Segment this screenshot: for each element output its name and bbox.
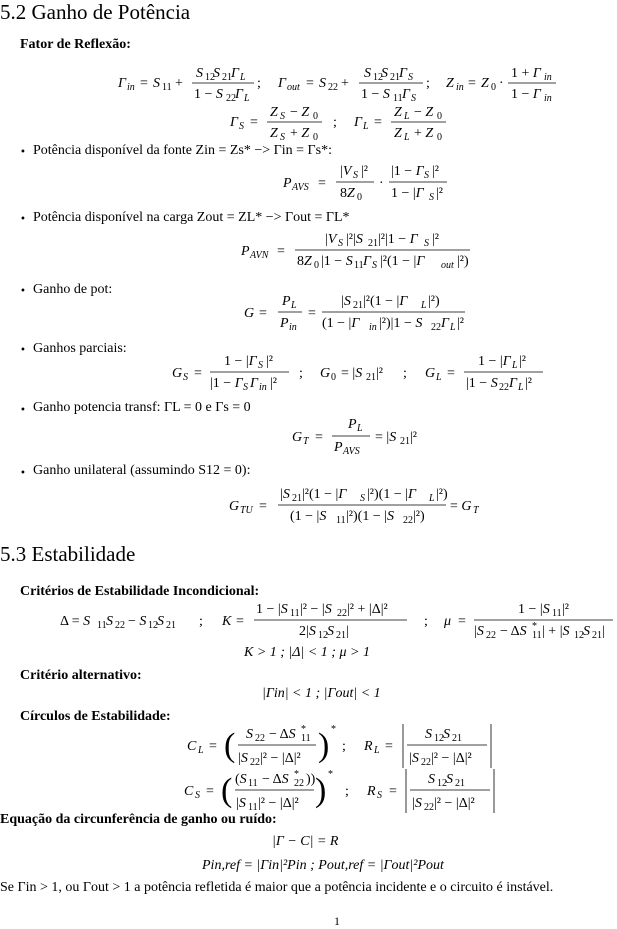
bullet-icon: • [20, 147, 26, 158]
svg-text:11: 11 [290, 608, 300, 619]
svg-text:;: ; [257, 76, 261, 91]
svg-text:L: L [450, 322, 456, 333]
svg-text:21: 21 [390, 72, 400, 83]
bullet-ganho-transf: Ganho potencia transf: ΓL = 0 e Γs = 0 [33, 400, 251, 415]
svg-text:L: L [429, 493, 435, 504]
svg-text:=: = [468, 76, 476, 91]
svg-text:|²)|1 − S: |²)|1 − S [379, 316, 423, 331]
svg-text:|²(1 − |Γ: |²(1 − |Γ [363, 294, 408, 309]
svg-text:=: = [458, 614, 466, 629]
svg-text:|²: |² [432, 164, 439, 179]
svg-text:P: P [280, 316, 289, 331]
svg-text:= |S: = |S [375, 430, 397, 445]
svg-text:Δ = S: Δ = S [60, 614, 91, 629]
eq-gt [0, 413, 617, 463]
svg-text:|S: |S [474, 624, 484, 639]
svg-text:22: 22 [421, 757, 431, 768]
svg-text:= |S: = |S [341, 366, 363, 381]
svg-text:Γ: Γ [250, 376, 258, 391]
svg-text:22: 22 [226, 93, 236, 104]
svg-text:Γ: Γ [231, 66, 239, 81]
circles-heading: Círculos de Estabilidade: [20, 709, 171, 724]
svg-text:*: * [532, 621, 537, 632]
svg-text:Γ: Γ [235, 87, 243, 102]
svg-text:*: * [331, 724, 336, 735]
svg-text:*: * [328, 769, 333, 780]
svg-text:S: S [213, 66, 220, 81]
svg-text:P: P [334, 440, 343, 455]
svg-text:*: * [301, 724, 306, 735]
bullet-ganho-pot: Ganho de pot: [33, 282, 113, 297]
svg-text:S: S [353, 170, 358, 181]
svg-text:=: = [315, 430, 323, 445]
svg-text:8Z: 8Z [297, 254, 312, 269]
svg-text:22: 22 [486, 630, 496, 641]
svg-text:L: L [240, 72, 246, 83]
svg-text:G: G [292, 430, 303, 445]
svg-text:|²): |²) [457, 254, 469, 269]
svg-text:11: 11 [336, 515, 346, 526]
svg-text:S: S [411, 93, 416, 104]
page-number: 1 [334, 914, 340, 928]
svg-text:Γ: Γ [402, 87, 410, 102]
svg-text:22: 22 [431, 322, 441, 333]
svg-text:AVS: AVS [292, 182, 309, 193]
svg-text:;: ; [424, 614, 428, 629]
svg-text:=: = [318, 176, 326, 191]
svg-text:|² − |Δ|²: |² − |Δ|² [431, 751, 472, 766]
svg-text:1 − |S: 1 − |S [518, 602, 550, 617]
svg-text:S: S [429, 192, 434, 203]
svg-text:1 − S: 1 − S [361, 87, 390, 102]
svg-text:=: = [385, 739, 393, 754]
svg-text:21: 21 [400, 436, 410, 447]
svg-text:11: 11 [97, 620, 107, 631]
svg-text:|² + |Δ|²: |² + |Δ|² [347, 602, 388, 617]
svg-text:;: ; [345, 784, 349, 799]
svg-text:S: S [360, 493, 365, 504]
svg-text:=: = [259, 499, 267, 514]
svg-text:L: L [512, 360, 518, 371]
svg-text:S: S [239, 121, 244, 132]
svg-text:21: 21 [353, 300, 363, 311]
svg-text:8Z: 8Z [340, 186, 355, 201]
svg-text:=: = [389, 784, 397, 799]
svg-text:=: = [209, 739, 217, 754]
svg-text:S: S [258, 360, 263, 371]
svg-text:S: S [408, 72, 413, 83]
svg-text:G: G [244, 306, 255, 321]
svg-text:|²): |²) [413, 509, 425, 524]
svg-text:Z: Z [446, 76, 454, 91]
svg-text:21: 21 [336, 630, 346, 641]
svg-text:|S: |S [412, 796, 422, 811]
svg-text:|V: |V [325, 232, 337, 247]
svg-text:0: 0 [331, 372, 336, 383]
svg-text:L: L [244, 93, 250, 104]
svg-text:11: 11 [552, 608, 562, 619]
svg-text:− Z: − Z [290, 105, 310, 120]
svg-text:1 − Γ: 1 − Γ [511, 87, 541, 102]
eq-circle: |Γ − C| = R [272, 834, 339, 849]
svg-text:=: = [236, 614, 244, 629]
svg-text:=: = [447, 366, 455, 381]
svg-text:|² − |S: |² − |S [300, 602, 332, 617]
svg-text:S: S [280, 132, 285, 143]
svg-text:0: 0 [313, 132, 318, 143]
svg-text:|1 − S: |1 − S [466, 376, 498, 391]
svg-text:22: 22 [115, 620, 125, 631]
svg-text:21: 21 [366, 372, 376, 383]
svg-text:0: 0 [491, 82, 496, 93]
svg-text:;: ; [403, 366, 407, 381]
svg-text:G: G [425, 366, 436, 381]
svg-text:21: 21 [455, 778, 465, 789]
svg-text:L: L [404, 132, 410, 143]
svg-text:|²(1 − |Γ: |²(1 − |Γ [380, 254, 425, 269]
svg-text:|²|1 − Γ: |²|1 − Γ [378, 232, 418, 247]
svg-text:S: S [425, 727, 432, 742]
svg-text:S: S [183, 372, 188, 383]
bullet-fonte: Potência disponível da fonte Zin = Zs* −> Γin = Γs*: [33, 143, 332, 158]
svg-text:22: 22 [328, 82, 338, 93]
svg-text:22: 22 [499, 382, 509, 393]
svg-text:|²: |² [519, 354, 526, 369]
svg-text:|² − |Δ|²: |² − |Δ|² [260, 751, 301, 766]
svg-text:in: in [289, 322, 297, 333]
eq-conditions: K > 1 ; |Δ| < 1 ; μ > 1 [244, 645, 370, 660]
bullet-carga: Potência disponível na carga Zout = ZL* −> Γout = ΓL* [33, 210, 350, 225]
svg-text:|1 − S: |1 − S [321, 254, 353, 269]
svg-text:L: L [363, 121, 369, 132]
svg-text:− ΔS: − ΔS [269, 727, 296, 742]
svg-text:Γ: Γ [118, 76, 126, 91]
svg-text:22: 22 [424, 802, 434, 813]
svg-text:11: 11 [532, 630, 542, 641]
svg-text:|²|S: |²|S [346, 232, 363, 247]
svg-text:=: = [374, 115, 382, 130]
eq-pavn [0, 228, 617, 276]
svg-text:|S: |S [236, 796, 246, 811]
svg-text:(1 − |S: (1 − |S [290, 509, 327, 524]
svg-text:=: = [140, 76, 148, 91]
svg-text:P: P [282, 294, 291, 309]
svg-text:L: L [357, 423, 363, 434]
section-title-ganho: 5.2 Ganho de Potência [0, 0, 191, 24]
svg-text:;: ; [299, 366, 303, 381]
svg-text:S: S [246, 727, 253, 742]
svg-text:|V: |V [340, 164, 352, 179]
svg-text:11: 11 [354, 260, 364, 271]
svg-text:|²: |² [562, 602, 569, 617]
svg-text:AVN: AVN [250, 250, 269, 261]
svg-text:AVS: AVS [343, 446, 360, 457]
svg-text:|² − |Δ|²: |² − |Δ|² [434, 796, 475, 811]
svg-text:|: | [602, 624, 605, 639]
eq-delta-k-mu [0, 597, 617, 647]
svg-text:S: S [381, 66, 388, 81]
eq-gamma-s-l [0, 103, 617, 147]
svg-text:0: 0 [357, 192, 362, 203]
svg-text:0: 0 [437, 111, 442, 122]
svg-text:− ΔS: − ΔS [262, 772, 289, 787]
svg-text:;: ; [426, 76, 430, 91]
svg-text:L: L [291, 300, 297, 311]
svg-text:out: out [287, 82, 300, 93]
svg-text:*: * [294, 769, 299, 780]
svg-text:S: S [443, 727, 450, 742]
svg-text:S: S [583, 624, 590, 639]
eq-g [0, 290, 617, 338]
bullet-icon: • [20, 468, 26, 479]
svg-text:|1 − Γ: |1 − Γ [391, 164, 424, 179]
svg-text:=: = [259, 306, 267, 321]
svg-text:|S: |S [280, 487, 290, 502]
svg-text:12: 12 [574, 630, 584, 641]
svg-text:(: ( [221, 772, 233, 809]
svg-text:L: L [518, 382, 524, 393]
svg-text:=: = [277, 244, 285, 259]
svg-text:22: 22 [337, 608, 347, 619]
svg-text:− Z: − Z [414, 105, 434, 120]
svg-text:P: P [283, 176, 292, 191]
svg-text:= G: = G [450, 499, 472, 514]
svg-text:1 + Γ: 1 + Γ [511, 66, 541, 81]
svg-text:|²): |²) [436, 487, 448, 502]
svg-text:|²: |² [270, 376, 277, 391]
svg-text:Z: Z [394, 126, 402, 141]
svg-text:S: S [106, 614, 113, 629]
svg-text:22: 22 [250, 757, 260, 768]
svg-text:Γ: Γ [441, 316, 449, 331]
svg-text:11: 11 [162, 82, 172, 93]
svg-text:;: ; [199, 614, 203, 629]
svg-text:|S: |S [238, 751, 248, 766]
svg-text:Γ: Γ [278, 76, 286, 91]
eq-partial-gains [0, 350, 617, 398]
svg-text:in: in [259, 382, 267, 393]
svg-text:Z: Z [270, 126, 278, 141]
svg-text:C: C [187, 739, 197, 754]
svg-text:=: = [308, 306, 316, 321]
svg-text:;: ; [333, 115, 337, 130]
svg-text:12: 12 [318, 630, 328, 641]
svg-text:R: R [364, 739, 373, 754]
eq-pavs [0, 160, 617, 208]
svg-text:P: P [348, 417, 357, 432]
svg-text:L: L [198, 745, 204, 756]
svg-text:|²: |² [432, 232, 439, 247]
svg-text:+: + [175, 76, 183, 91]
svg-text:21: 21 [592, 630, 602, 641]
svg-text:in: in [456, 82, 464, 93]
svg-text:1 − |Γ: 1 − |Γ [224, 354, 257, 369]
bullet-icon: • [20, 214, 26, 225]
svg-text:12: 12 [373, 72, 383, 83]
svg-text:|²: |² [266, 354, 273, 369]
svg-text:0: 0 [437, 132, 442, 143]
svg-text:1 − S: 1 − S [194, 87, 223, 102]
svg-text:|²): |²) [428, 294, 440, 309]
svg-text:|²: |² [525, 376, 532, 391]
svg-text:(1 − |Γ: (1 − |Γ [322, 316, 360, 331]
svg-text:|²: |² [410, 430, 417, 445]
svg-text:1 − |Γ: 1 − |Γ [391, 186, 424, 201]
svg-text:L: L [421, 300, 427, 311]
eq-pref: Pin,ref = |Γin|²Pin ; Pout,ref = |Γout|²Pout [202, 858, 444, 873]
svg-text:G: G [320, 366, 331, 381]
bullet-icon: • [20, 286, 26, 297]
svg-text:S: S [428, 772, 435, 787]
svg-text:): ) [318, 727, 330, 764]
svg-text:S: S [157, 614, 164, 629]
bullet-ganhos-parciais: Ganhos parciais: [33, 341, 127, 356]
svg-text:S: S [195, 790, 200, 801]
svg-text:11: 11 [248, 778, 258, 789]
svg-text:(: ( [224, 727, 236, 764]
svg-text:(S: (S [235, 772, 247, 787]
svg-text:Γ: Γ [354, 115, 362, 130]
bullet-ganho-unilateral: Ganho unilateral (assumindo S12 = 0): [33, 463, 251, 478]
svg-text:Γ: Γ [363, 254, 371, 269]
svg-text:|²(1 − |Γ: |²(1 − |Γ [302, 487, 347, 502]
svg-text:in: in [544, 72, 552, 83]
svg-text:|²: |² [361, 164, 368, 179]
svg-text:S: S [243, 382, 248, 393]
svg-text:12: 12 [205, 72, 215, 83]
svg-text:12: 12 [437, 778, 447, 789]
svg-text:1 − |S: 1 − |S [256, 602, 288, 617]
svg-text:L: L [404, 111, 410, 122]
svg-text:− S: − S [128, 614, 147, 629]
criteria-heading: Critérios de Estabilidade Incondicional: [20, 584, 260, 599]
svg-text:): ) [315, 772, 327, 809]
svg-text:21: 21 [222, 72, 232, 83]
svg-text:K: K [222, 614, 232, 629]
svg-text:Z: Z [270, 105, 278, 120]
svg-text:+ Z: + Z [414, 126, 434, 141]
svg-text:21: 21 [452, 733, 462, 744]
svg-text:S: S [319, 76, 326, 91]
svg-text:TU: TU [240, 505, 253, 516]
svg-text:R: R [367, 784, 376, 799]
svg-text:|² − |Δ|²: |² − |Δ|² [258, 796, 299, 811]
svg-text:2|S: 2|S [299, 624, 316, 639]
svg-text:P: P [241, 244, 250, 259]
svg-text:in: in [369, 322, 377, 333]
svg-text:Z: Z [481, 76, 489, 91]
alt-heading: Critério alternativo: [20, 668, 142, 683]
svg-text:S: S [196, 66, 203, 81]
svg-text:+ Z: + Z [290, 126, 310, 141]
svg-text:L: L [436, 372, 442, 383]
svg-text:)): )) [306, 772, 316, 787]
svg-text:|²)(1 − |Γ: |²)(1 − |Γ [367, 487, 416, 502]
svg-text:S: S [364, 66, 371, 81]
svg-text:|²)(1 − |S: |²)(1 − |S [346, 509, 395, 524]
svg-text:S: S [153, 76, 160, 91]
eq-gtu [0, 482, 617, 532]
svg-text:S: S [280, 111, 285, 122]
svg-text:11: 11 [301, 733, 311, 744]
svg-text:=: = [306, 76, 314, 91]
svg-text:out: out [441, 260, 454, 271]
svg-text:21: 21 [292, 493, 302, 504]
svg-text:μ: μ [444, 614, 452, 629]
svg-text:Γ: Γ [230, 115, 238, 130]
svg-text:=: = [194, 366, 202, 381]
svg-text:11: 11 [248, 802, 258, 813]
svg-text:− ΔS: − ΔS [500, 624, 527, 639]
svg-text:|S: |S [341, 294, 351, 309]
svg-text:G: G [229, 499, 240, 514]
svg-text:|: | [346, 624, 349, 639]
svg-text:S: S [424, 238, 429, 249]
svg-text:1 − |Γ: 1 − |Γ [478, 354, 511, 369]
svg-text:21: 21 [166, 620, 176, 631]
svg-text:Γ: Γ [399, 66, 407, 81]
svg-text:S: S [327, 624, 334, 639]
svg-text:in: in [127, 82, 135, 93]
svg-text:| + |S: | + |S [542, 624, 570, 639]
svg-text:S: S [338, 238, 343, 249]
svg-text:|²: |² [376, 366, 383, 381]
svg-text:12: 12 [148, 620, 158, 631]
svg-text:=: = [250, 115, 258, 130]
circle-heading: Equação da circunferência de ganho ou ruído: [0, 812, 277, 827]
svg-text:|²: |² [457, 316, 464, 331]
eq-alt: |Γin| < 1 ; |Γout| < 1 [262, 686, 381, 701]
svg-text:22: 22 [403, 515, 413, 526]
svg-text:T: T [303, 436, 309, 447]
svg-text:21: 21 [368, 238, 378, 249]
svg-text:22: 22 [294, 778, 304, 789]
svg-text:22: 22 [255, 733, 265, 744]
svg-text:;: ; [342, 739, 346, 754]
svg-text:·: · [379, 176, 384, 191]
bullet-icon: • [20, 345, 26, 356]
svg-text:|S: |S [409, 751, 419, 766]
svg-text:=: = [206, 784, 214, 799]
svg-text:S: S [424, 170, 429, 181]
svg-text:0: 0 [313, 111, 318, 122]
svg-text:L: L [374, 745, 380, 756]
bullet-icon: • [20, 405, 26, 416]
svg-text:12: 12 [434, 733, 444, 744]
svg-text:S: S [377, 790, 382, 801]
svg-text:Z: Z [394, 105, 402, 120]
final-text: Se Γin > 1, ou Γout > 1 a potência refletida é maior que a potência incidente e o circuito é instável. [0, 880, 554, 895]
svg-text:|1 − Γ: |1 − Γ [210, 376, 243, 391]
section-title-estabilidade: 5.3 Estabilidade [0, 542, 136, 566]
reflection-heading: Fator de Reflexão: [20, 37, 131, 52]
svg-text:+: + [341, 76, 349, 91]
svg-text:·: · [499, 76, 504, 91]
svg-text:S: S [446, 772, 453, 787]
svg-text:in: in [544, 93, 552, 104]
svg-text:G: G [172, 366, 183, 381]
svg-text:|²: |² [436, 186, 443, 201]
svg-text:11: 11 [393, 93, 403, 104]
svg-text:Γ: Γ [509, 376, 517, 391]
svg-text:S: S [372, 260, 377, 271]
svg-text:0: 0 [314, 260, 319, 271]
svg-text:C: C [184, 784, 194, 799]
svg-text:T: T [473, 505, 479, 516]
